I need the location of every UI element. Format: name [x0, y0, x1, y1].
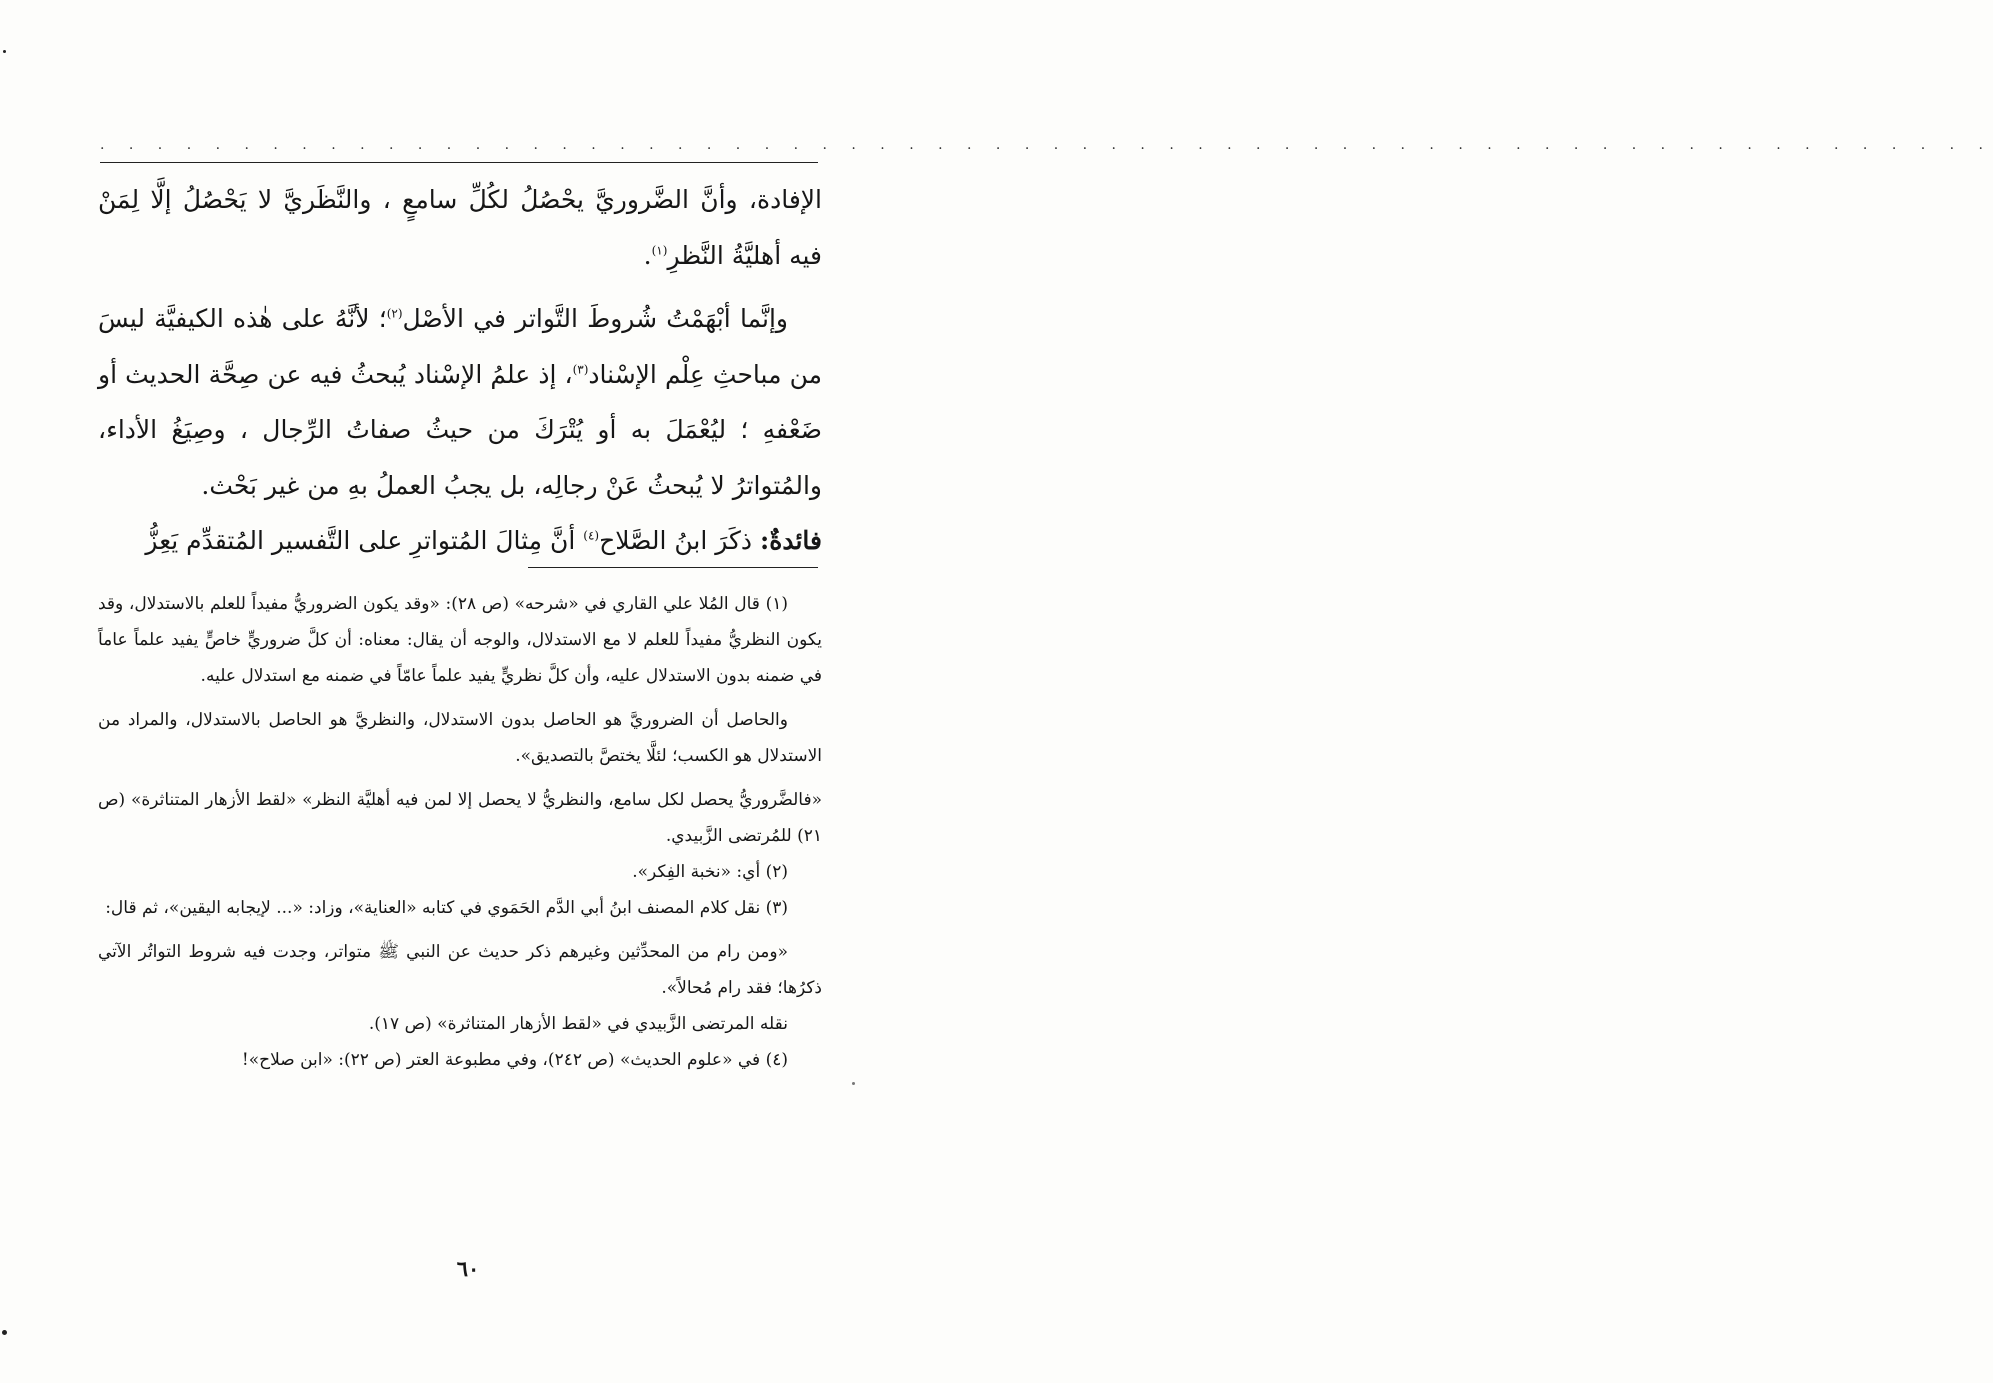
footnote-ref-4: (٤) [583, 528, 600, 543]
scan-speck [3, 50, 6, 53]
footnotes [98, 586, 822, 1078]
paragraph-1-text: الإفادة، وأنَّ الضَّروريَّ يحْصُلُ لكُلِّ سامعٍ ، والنَّظَريَّ لا يَحْصُلُ إلَّا لِمَنْ فيه أهليَّةُ النَّظرِ [98, 185, 822, 270]
footnote-ref-1: (١) [651, 243, 668, 258]
paragraph-3-part-a: ذكَرَ ابنُ الصَّلاح [599, 526, 761, 555]
paragraph-1-end: . [643, 240, 652, 270]
footnote-3: (٣) نقل كلام المصنف ابنُ أبي الدَّم الحَمَوي في كتابه «العناية»، وزاد: «... لإيجابه اليقين»، ثم قال: [105, 898, 788, 918]
footnote-2: (٢) أي: «نخبة الفِكر». [632, 862, 788, 882]
benefit-label: فائدةٌ: [760, 526, 822, 555]
paragraph-3 [98, 513, 822, 569]
footnote-1-quote: «فالضَّروريُّ يحصل لكل سامع، والنظريُّ لا يحصل إلا لمن فيه أهليَّة النظر» «لقط الأزهار المتناثرة» (ص ٢١) للمُرتضى الزَّبيدي. [98, 790, 822, 846]
footnote-ref-2: (٢) [386, 306, 403, 321]
paragraph-2 [98, 291, 822, 513]
page-number: ٦٠ [456, 1256, 480, 1281]
scan-speck [852, 1082, 855, 1085]
footnote-3-quote: «ومن رام من المحدِّثين وغيرهم ذكر حديث عن النبي ﷺ متواتر، وجدت فيه شروط التواتُر الآتي ذكرُها؛ فقد رام مُحالاً». [98, 942, 822, 998]
paragraph-2-part-b: ؛ لأنَّهُ على هٰذه الكيفيَّة ليسَ من مباحثِ عِلْم الإسْناد [98, 304, 822, 389]
paragraph-1 [98, 172, 822, 283]
paragraph-2-part-c: ، إذ علمُ الإسْناد يُبحثُ فيه عن صِحَّة الحديث أو ضَعْفهِ ؛ ليُعْمَلَ به أو يُتْرَكَ من حيثُ صفاتُ الرِّجال ، وصِيَغُ الأداء، والمُتواترُ لا يُبحثُ عَنْ رجالِه، بل يجبُ العملُ بهِ من غير بَحْث. [98, 359, 822, 500]
paragraph-2-part-a: وإنَّما أبْهَمْتُ شُروطَ التَّواتر في الأصْل [402, 304, 788, 333]
header-dotted-rule: . . . . . . . . . . . . . . . . . . . . . . . . . . . . . . . . . . . . . . . . . . . . . . . . . . . . . . . . . . . . . . . . . . [100, 137, 1993, 153]
scan-speck [2, 1330, 7, 1335]
footnote-rule [528, 567, 818, 568]
footnote-3-source: نقله المرتضى الزَّبيدي في «لقط الأزهار المتناثرة» (ص ١٧). [368, 1014, 788, 1034]
footnote-1: (١) قال المُلا علي القاري في «شرحه» (ص ٢٨): «وقد يكون الضروريُّ مفيداً للعلم بالاستدلال، وقد يكون النظريُّ مفيداً للعلم لا مع الاستدلال، والوجه أن يقال: معناه: أن كلَّ ضروريٍّ خاصٍّ يفيد علماً عاماً في ضمنه بدون الاستدلال عليه، وأن كلَّ نظريٍّ يفيد علماً عامّاً في ضمنه مع استدلال عليه. [98, 594, 822, 686]
footnote-4: (٤) في «علوم الحديث» (ص ٢٤٢)، وفي مطبوعة العتر (ص ٢٢): «ابن صلاح»! [241, 1050, 788, 1070]
paragraph-3-part-b: أنَّ مِثالَ المُتواترِ على التَّفسير المُتقدِّم يَعِزُّ [145, 526, 584, 555]
footnote-1-continued: والحاصل أن الضروريَّ هو الحاصل بدون الاستدلال، والنظريَّ هو الحاصل بالاستدلال، والمراد من الاستدلال هو الكسب؛ لئلَّا يختصَّ بالتصديق». [98, 710, 822, 766]
footnote-ref-3: (٣) [572, 362, 589, 377]
header-rule [100, 162, 818, 163]
main-text [98, 172, 822, 569]
